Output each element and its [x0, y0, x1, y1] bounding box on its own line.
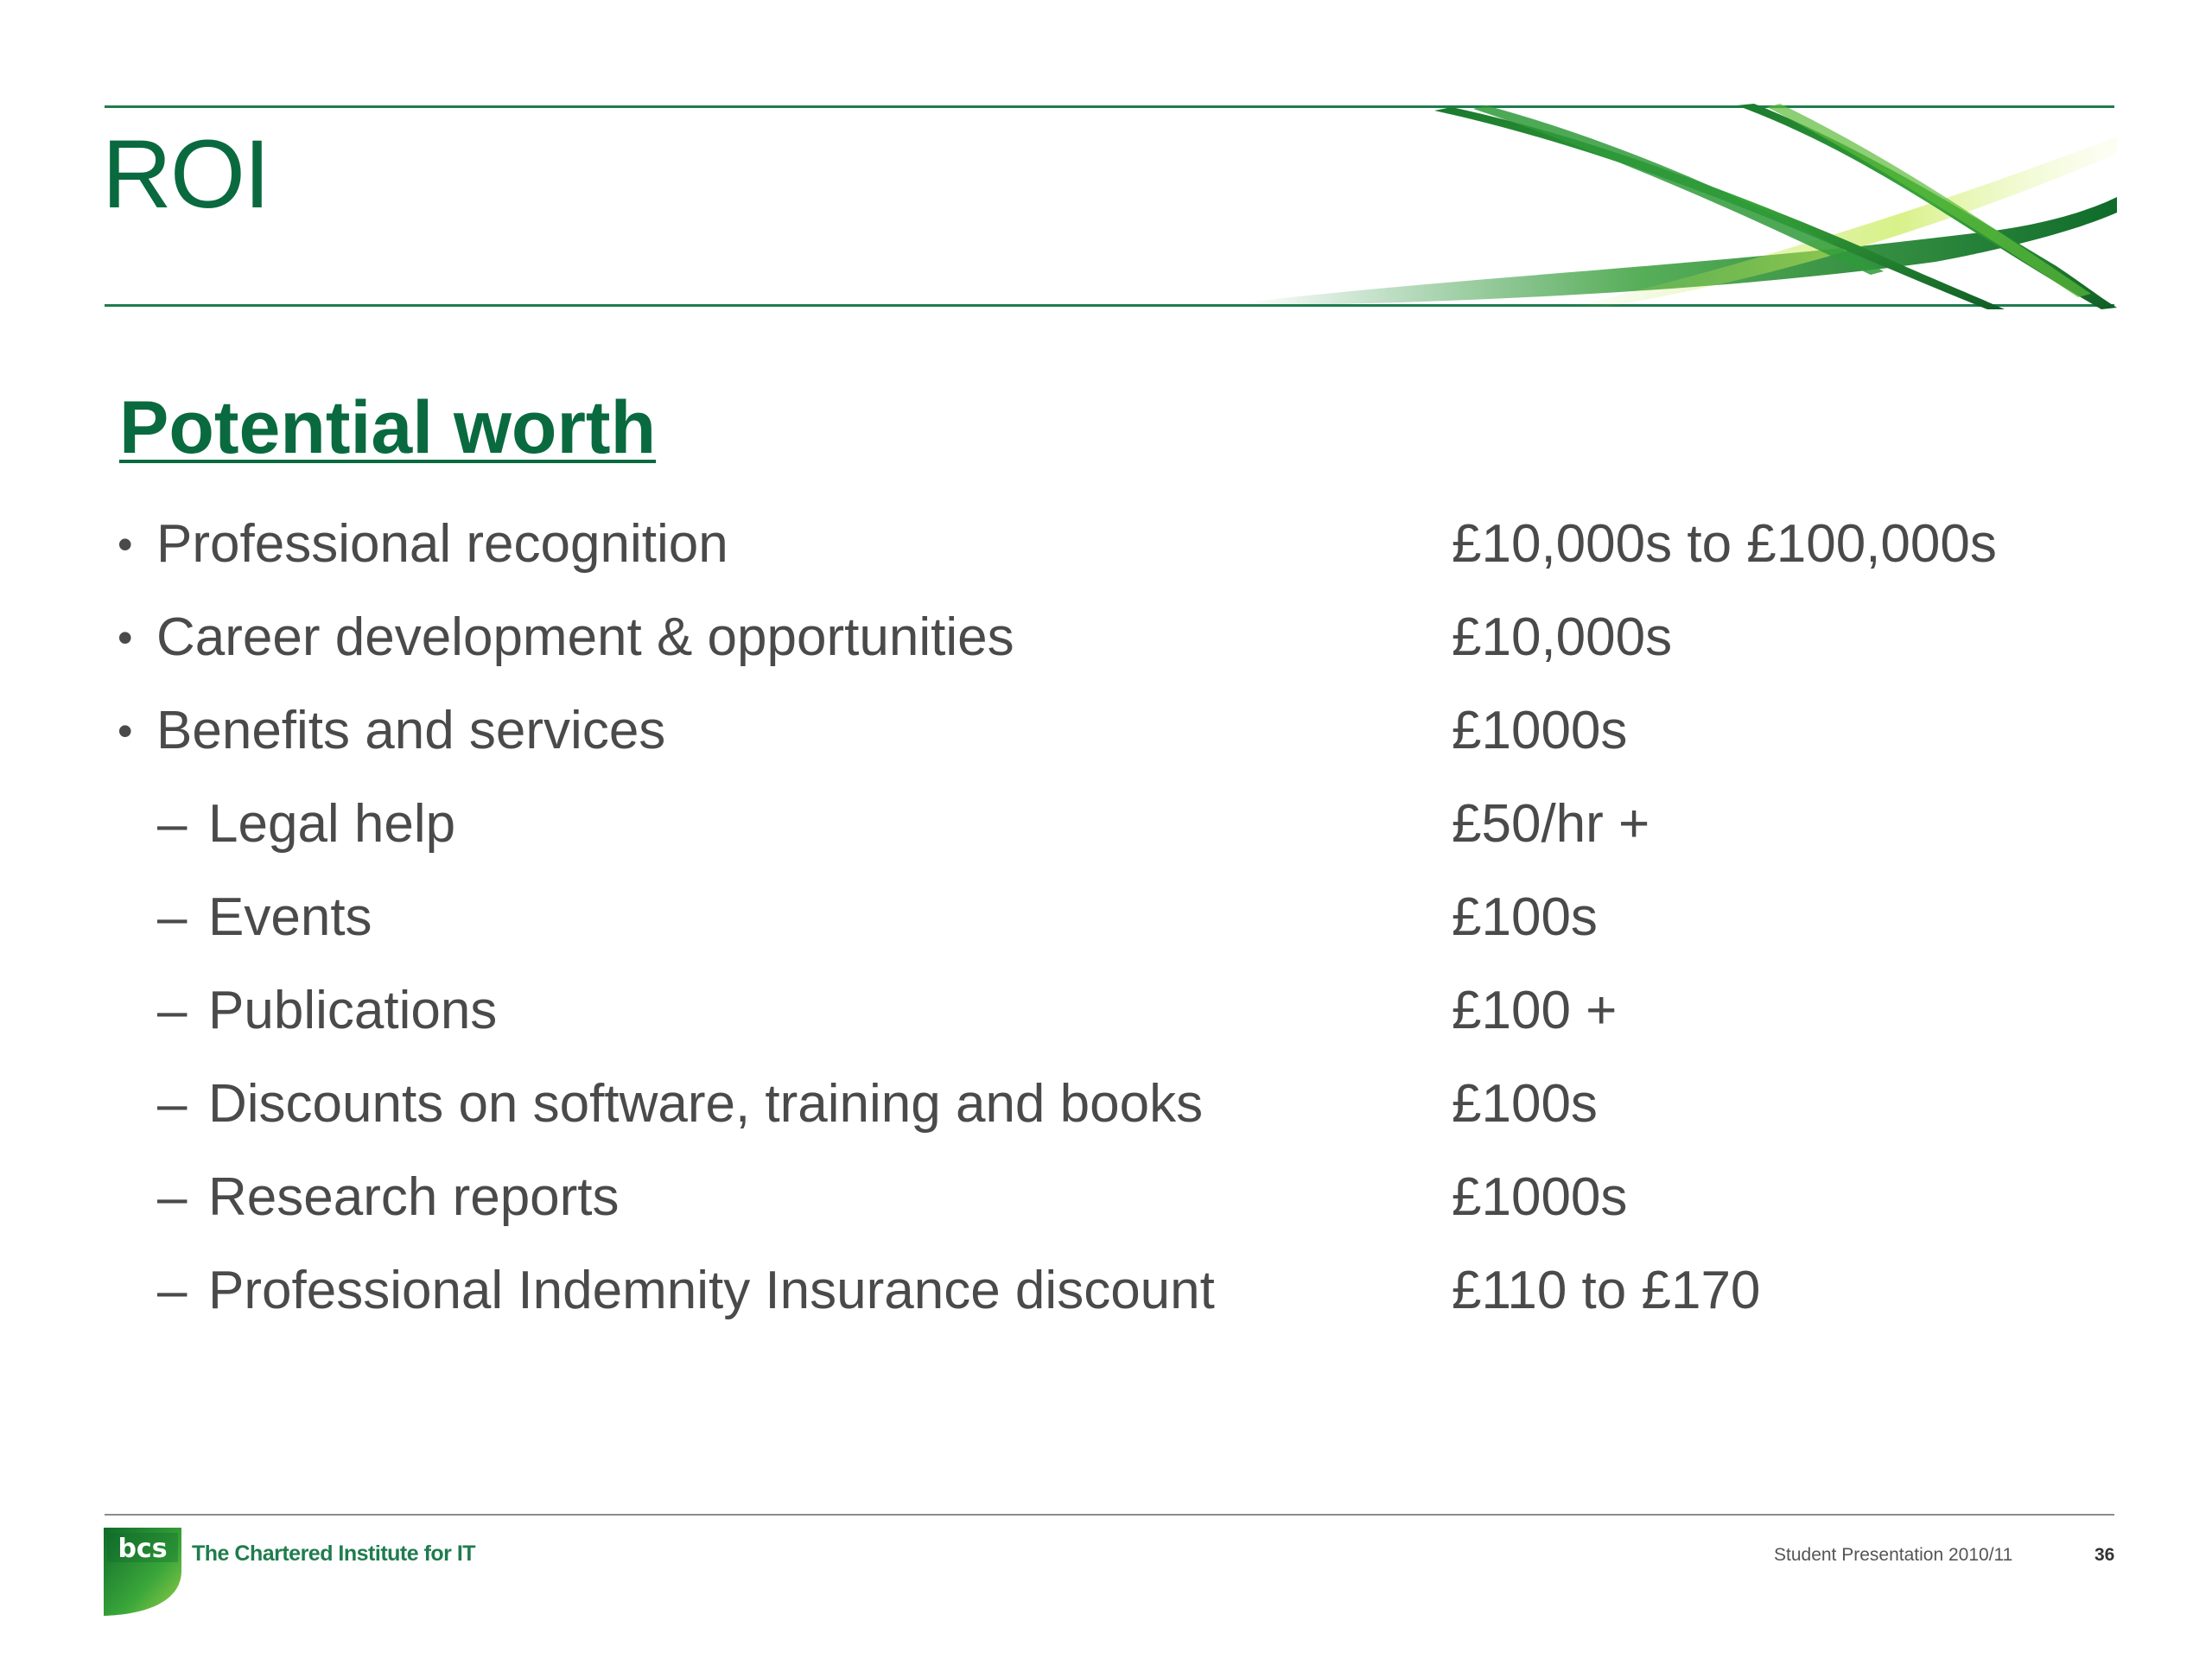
slide-title: ROI: [102, 120, 270, 228]
item-label: Legal help: [208, 794, 456, 854]
dash-marker: –: [157, 981, 188, 1040]
item-value: £100 +: [1452, 981, 1618, 1040]
roi-item-list: [0, 510, 2212, 1350]
section-heading: Potential worth: [119, 386, 657, 469]
dash-marker: –: [157, 1167, 188, 1227]
footer-rule: [105, 1514, 2114, 1516]
dash-marker: –: [157, 1074, 188, 1134]
dash-marker: –: [157, 1261, 188, 1320]
item-value: £100s: [1452, 887, 1598, 947]
item-value: £1000s: [1452, 701, 1628, 760]
bullet-marker: •: [118, 707, 133, 755]
bullet-marker: •: [118, 520, 133, 569]
footer-organisation: The Chartered Institute for IT: [192, 1541, 476, 1566]
item-label: Benefits and services: [156, 701, 666, 760]
list-item: [0, 976, 2212, 1070]
item-label: Research reports: [208, 1167, 620, 1227]
item-label: Professional recognition: [156, 514, 728, 574]
item-value: £10,000s: [1452, 607, 1673, 667]
item-value: £50/hr +: [1452, 794, 1650, 854]
item-value: £110 to £170: [1452, 1261, 1761, 1320]
list-item: [0, 1163, 2212, 1256]
dash-marker: –: [157, 794, 188, 854]
list-item: [0, 1070, 2212, 1163]
dash-marker: –: [157, 887, 188, 947]
list-item: [0, 696, 2212, 790]
item-label: Discounts on software, training and books: [208, 1074, 1204, 1134]
list-item: [0, 883, 2212, 976]
footer-presentation-name: Student Presentation 2010/11: [1774, 1545, 2013, 1565]
page-number: 36: [2094, 1545, 2115, 1565]
item-label: Publications: [208, 981, 498, 1040]
bcs-logo-text: bcs: [118, 1534, 168, 1564]
decorative-swoosh: [1227, 102, 2117, 311]
list-item: [0, 1256, 2212, 1350]
bcs-logo: [104, 1528, 181, 1616]
item-value: £10,000s to £100,000s: [1452, 514, 1997, 574]
item-value: £100s: [1452, 1074, 1598, 1134]
list-item: [0, 790, 2212, 883]
list-item: [0, 510, 2212, 603]
item-label: Professional Indemnity Insurance discount: [208, 1261, 1215, 1320]
item-label: Events: [208, 887, 372, 947]
bullet-marker: •: [118, 613, 133, 662]
item-label: Career development & opportunities: [156, 607, 1014, 667]
item-value: £1000s: [1452, 1167, 1628, 1227]
list-item: [0, 603, 2212, 696]
